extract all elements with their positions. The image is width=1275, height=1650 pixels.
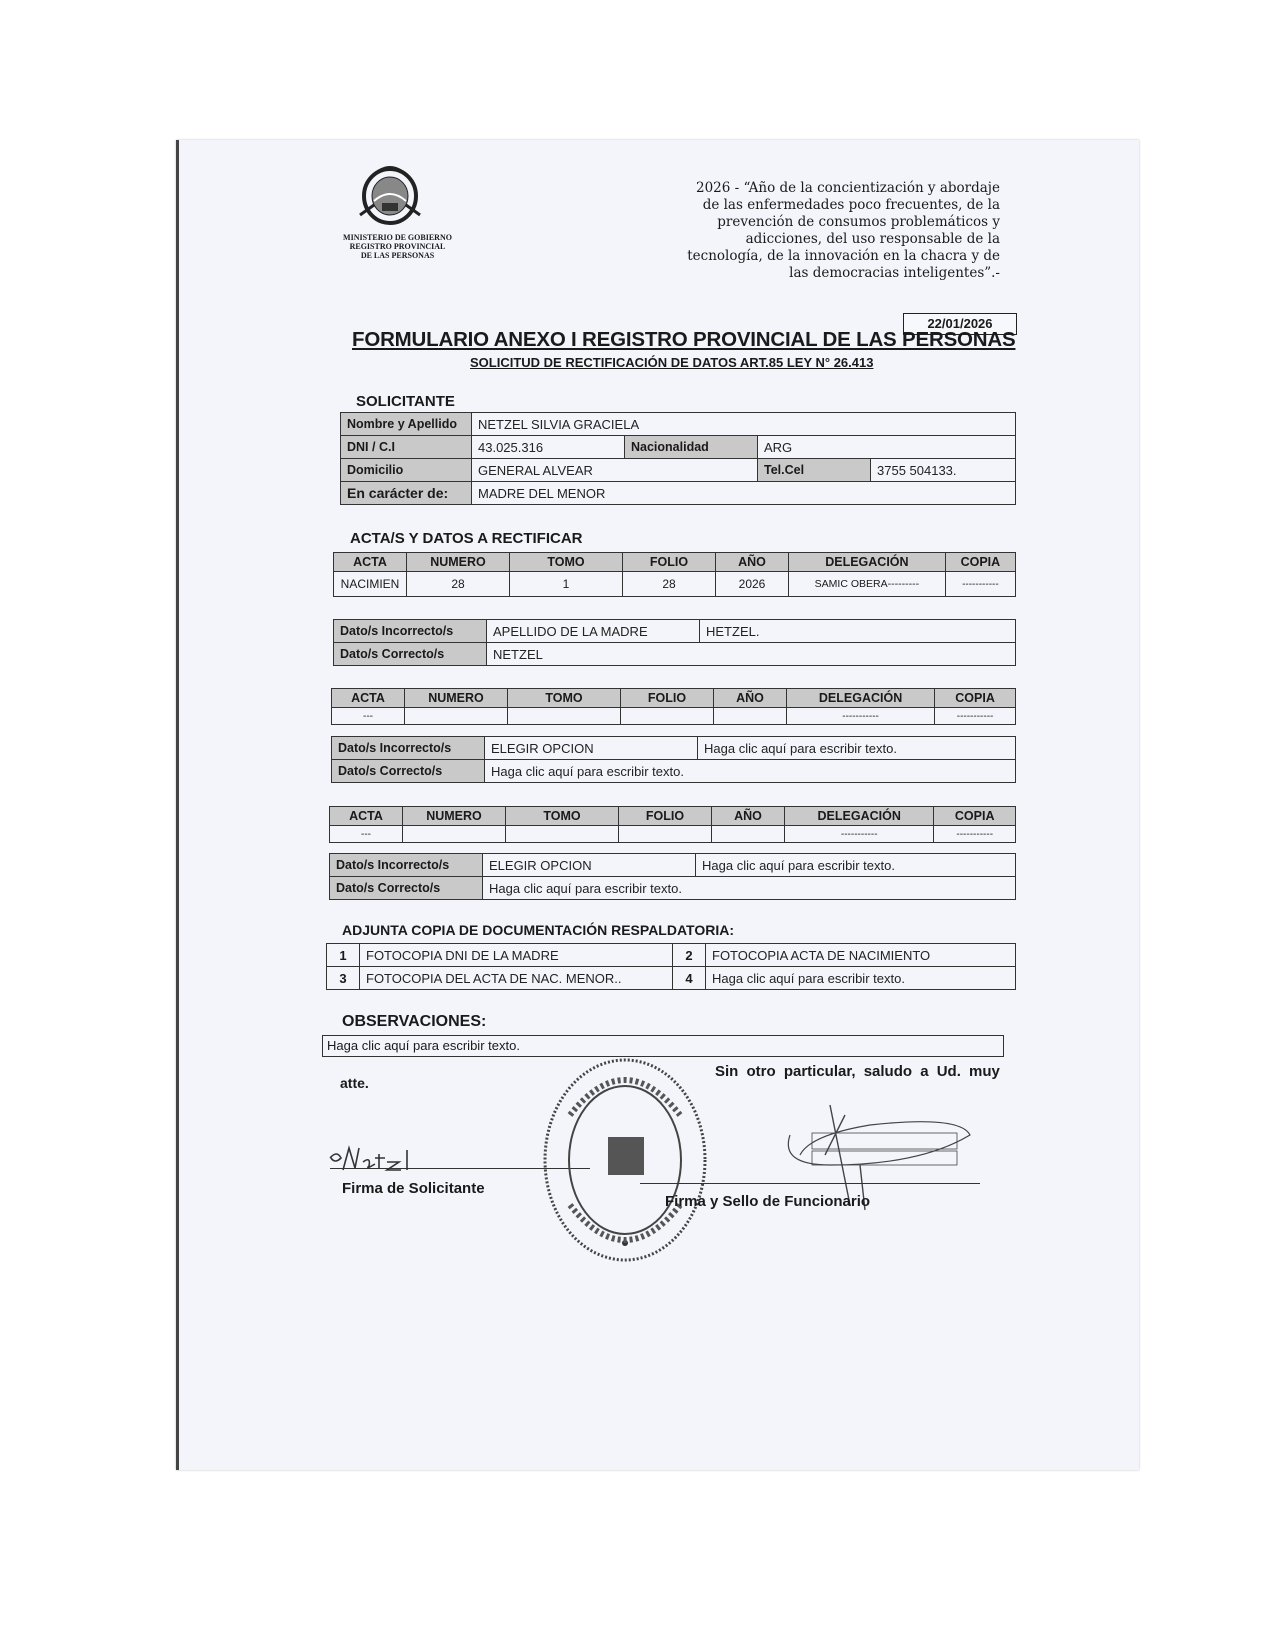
col-tomo: TOMO [510, 553, 623, 572]
tomo-cell[interactable] [508, 708, 621, 725]
incorrect-label: Dato/s Incorrecto/s [330, 854, 483, 877]
provincial-seal-icon [350, 165, 430, 227]
adjunta-heading: ADJUNTA COPIA DE DOCUMENTACIÓN RESPALDATORIA: [342, 922, 734, 938]
correct-label: Dato/s Correcto/s [330, 877, 483, 900]
acta-table-1 [333, 552, 1016, 597]
closing-text: Sin otro particular, saludo a Ud. muy [715, 1063, 1000, 1080]
folio-cell[interactable] [619, 826, 712, 843]
tel-field[interactable]: 3755 504133. [871, 459, 1016, 482]
datos-table-1 [333, 619, 1016, 666]
copia-cell[interactable]: ----------- [945, 572, 1015, 597]
delegacion-cell[interactable]: ----------- [787, 708, 935, 725]
adjunta-item-field[interactable]: FOTOCOPIA DEL ACTA DE NAC. MENOR.. [360, 967, 673, 990]
incorrect-field-select[interactable]: ELEGIR OPCION [483, 854, 696, 877]
nacionalidad-label: Nacionalidad [625, 436, 758, 459]
acta-cell[interactable]: NACIMIEN [334, 572, 407, 597]
copia-cell[interactable]: ----------- [935, 708, 1016, 725]
ministry-name: MINISTERIO DE GOBIERNO REGISTRO PROVINCIAL DE LAS PERSONAS [343, 233, 452, 260]
col-numero: NUMERO [405, 689, 508, 708]
official-stamp [540, 1055, 710, 1265]
incorrect-field-select[interactable]: ELEGIR OPCION [485, 737, 698, 760]
caracter-field[interactable]: MADRE DEL MENOR [472, 482, 1016, 505]
acta-table-2 [331, 688, 1016, 725]
official-signature-line [640, 1183, 980, 1184]
incorrect-label: Dato/s Incorrecto/s [332, 737, 485, 760]
solicitante-table [340, 412, 1016, 505]
tomo-cell[interactable]: 1 [510, 572, 623, 597]
col-numero: NUMERO [407, 553, 510, 572]
col-acta: ACTA [334, 553, 407, 572]
tomo-cell[interactable] [506, 826, 619, 843]
solicitante-heading: SOLICITANTE [356, 393, 455, 410]
numero-cell[interactable] [403, 826, 506, 843]
anio-cell[interactable]: 2026 [716, 572, 789, 597]
col-anio: AÑO [712, 807, 785, 826]
incorrect-value-field[interactable]: Haga clic aquí para escribir texto. [698, 737, 1016, 760]
col-tomo: TOMO [508, 689, 621, 708]
acta-cell[interactable]: --- [332, 708, 405, 725]
observaciones-heading: OBSERVACIONES: [342, 1013, 487, 1030]
caracter-label: En carácter de: [341, 482, 472, 505]
observaciones-field[interactable]: Haga clic aquí para escribir texto. [322, 1035, 1004, 1057]
nombre-field[interactable]: NETZEL SILVIA GRACIELA [472, 413, 1016, 436]
col-acta: ACTA [330, 807, 403, 826]
col-numero: NUMERO [403, 807, 506, 826]
nombre-label: Nombre y Apellido [341, 413, 472, 436]
folio-cell[interactable]: 28 [623, 572, 716, 597]
item-number: 1 [327, 944, 360, 967]
adjunta-item-field[interactable]: Haga clic aquí para escribir texto. [706, 967, 1016, 990]
acta-table-3 [329, 806, 1016, 843]
actas-heading: ACTA/S Y DATOS A RECTIFICAR [350, 530, 583, 547]
col-folio: FOLIO [621, 689, 714, 708]
dni-label: DNI / C.I [341, 436, 472, 459]
atte-text: atte. [340, 1075, 369, 1091]
official-signature-label: Firma y Sello de Funcionario [665, 1193, 871, 1210]
dni-field[interactable]: 43.025.316 [472, 436, 625, 459]
delegacion-cell[interactable]: ----------- [785, 826, 934, 843]
col-delegacion: DELEGACIÓN [787, 689, 935, 708]
col-copia: COPIA [934, 807, 1016, 826]
col-folio: FOLIO [619, 807, 712, 826]
acta-cell[interactable]: --- [330, 826, 403, 843]
col-delegacion: DELEGACIÓN [785, 807, 934, 826]
domicilio-field[interactable]: GENERAL ALVEAR [472, 459, 758, 482]
form-subtitle: SOLICITUD DE RECTIFICACIÓN DE DATOS ART.85 LEY N° 26.413 [470, 355, 874, 370]
nacionalidad-field[interactable]: ARG [758, 436, 1016, 459]
col-anio: AÑO [716, 553, 789, 572]
numero-cell[interactable] [405, 708, 508, 725]
copia-cell[interactable]: ----------- [934, 826, 1016, 843]
correct-label: Dato/s Correcto/s [332, 760, 485, 783]
folio-cell[interactable] [621, 708, 714, 725]
incorrect-field-select[interactable]: APELLIDO DE LA MADRE [487, 620, 700, 643]
col-delegacion: DELEGACIÓN [789, 553, 946, 572]
item-number: 4 [673, 967, 706, 990]
correct-value-field[interactable]: Haga clic aquí para escribir texto. [485, 760, 1016, 783]
datos-table-3 [329, 853, 1016, 900]
correct-label: Dato/s Correcto/s [334, 643, 487, 666]
incorrect-value-field[interactable]: HETZEL. [700, 620, 1016, 643]
item-number: 3 [327, 967, 360, 990]
col-tomo: TOMO [506, 807, 619, 826]
col-anio: AÑO [714, 689, 787, 708]
adjunta-item-field[interactable]: FOTOCOPIA ACTA DE NACIMIENTO [706, 944, 1016, 967]
col-copia: COPIA [935, 689, 1016, 708]
applicant-signature [325, 1140, 445, 1185]
anio-cell[interactable] [714, 708, 787, 725]
incorrect-label: Dato/s Incorrecto/s [334, 620, 487, 643]
anio-cell[interactable] [712, 826, 785, 843]
numero-cell[interactable]: 28 [407, 572, 510, 597]
adjunta-table [326, 943, 1016, 990]
delegacion-cell[interactable]: SAMIC OBERA--------- [789, 572, 946, 597]
applicant-signature-label: Firma de Solicitante [342, 1180, 485, 1197]
correct-value-field[interactable]: Haga clic aquí para escribir texto. [483, 877, 1016, 900]
tel-label: Tel.Cel [758, 459, 871, 482]
item-number: 2 [673, 944, 706, 967]
correct-value-field[interactable]: NETZEL [487, 643, 1016, 666]
datos-table-2 [331, 736, 1016, 783]
domicilio-label: Domicilio [341, 459, 472, 482]
col-acta: ACTA [332, 689, 405, 708]
col-folio: FOLIO [623, 553, 716, 572]
col-copia: COPIA [945, 553, 1015, 572]
year-motto: 2026 - “Año de la concientización y abordaje de las enfermedades poco frecuentes, de la prevención de consumos problemáticos y adicciones, del uso responsable de la tecnología, de la innovación en la chacra y de las democracias inteligentes”.- [687, 180, 1000, 281]
form-title: FORMULARIO ANEXO I REGISTRO PROVINCIAL DE LAS PERSONAS [352, 328, 1016, 351]
date-field[interactable]: 22/01/2026 [903, 313, 1017, 335]
incorrect-value-field[interactable]: Haga clic aquí para escribir texto. [696, 854, 1016, 877]
adjunta-item-field[interactable]: FOTOCOPIA DNI DE LA MADRE [360, 944, 673, 967]
